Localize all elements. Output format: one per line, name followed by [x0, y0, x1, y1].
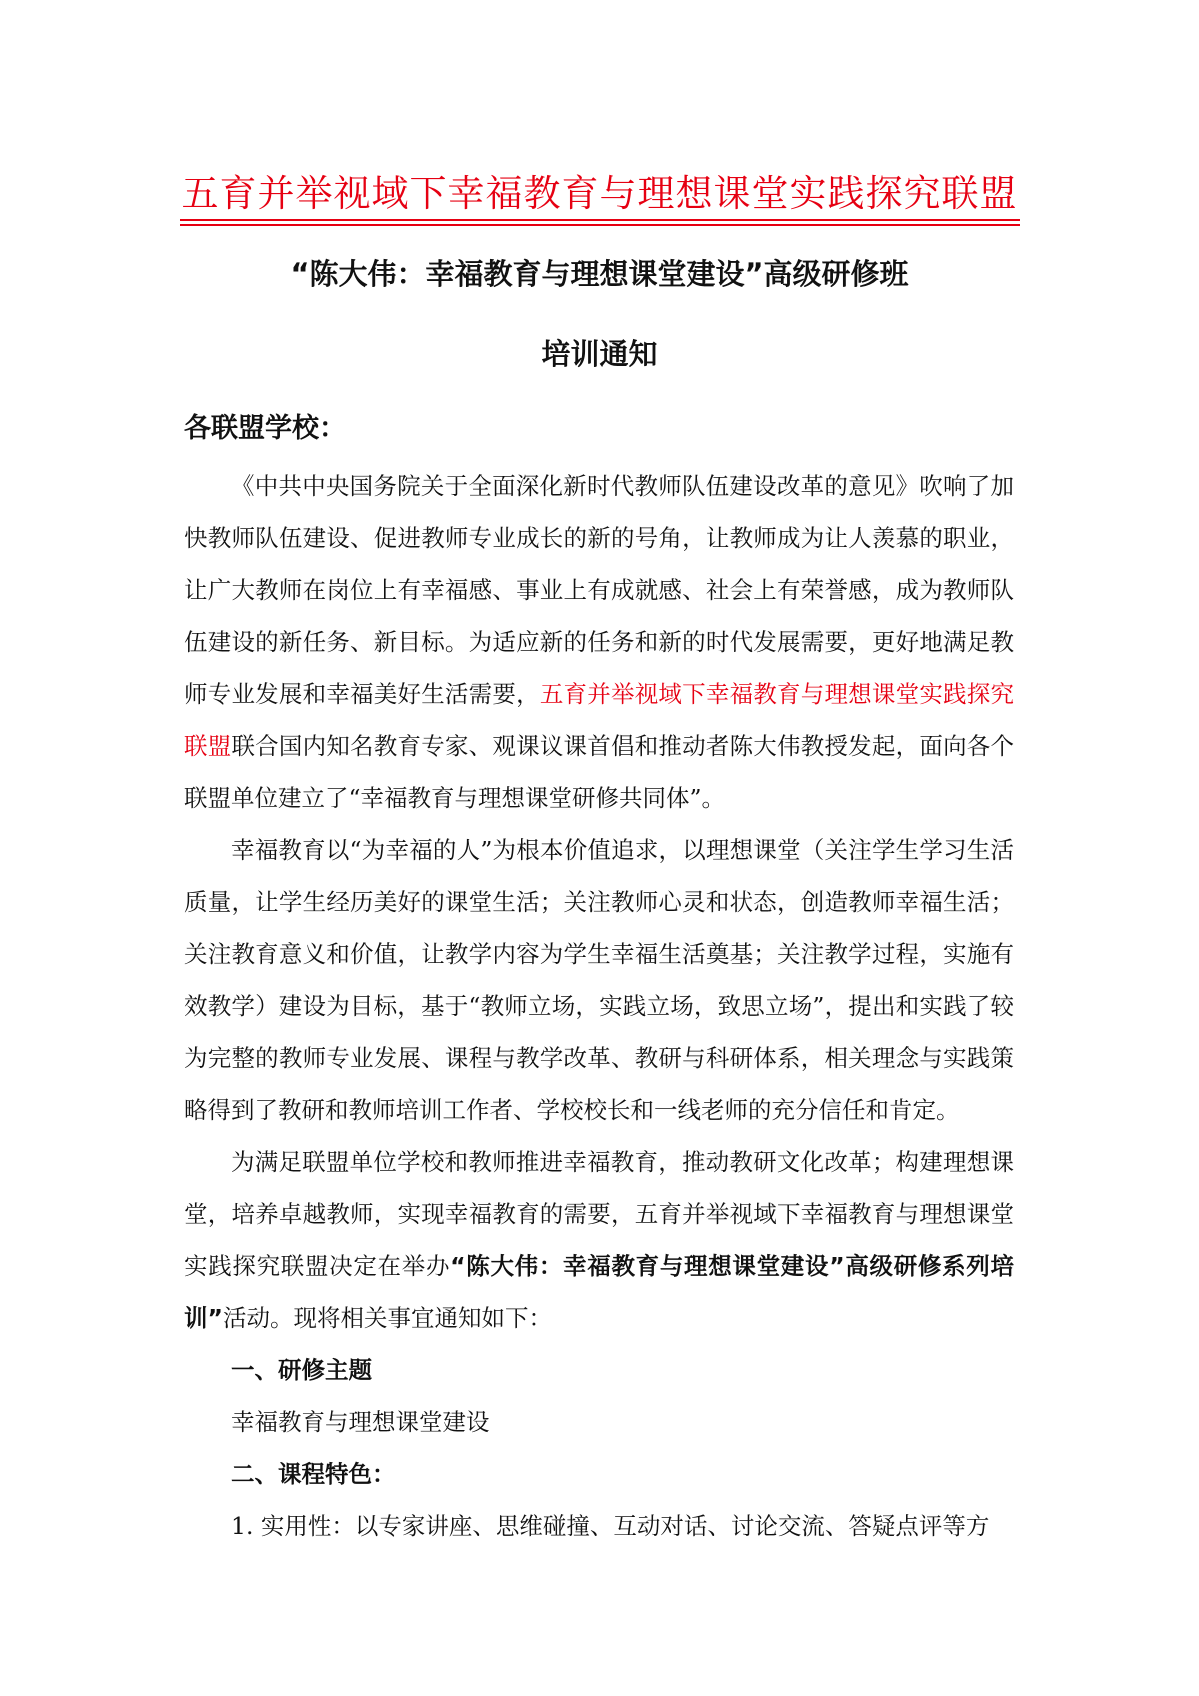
notice-title: 培训通知	[541, 337, 658, 371]
paragraph-3	[184, 1136, 1014, 1344]
seminar-subtitle: “陈大伟：幸福教育与理想课堂建设”高级研修班	[290, 257, 909, 291]
paragraph-1	[184, 460, 1014, 824]
section-1-text: 幸福教育与理想课堂建设	[231, 1408, 490, 1436]
salutation: 各联盟学校：	[184, 413, 346, 444]
notice-body	[184, 404, 1014, 1552]
paragraph-1-text-b: 联合国内知名教育专家、观课议课首倡和推动者陈大伟教授发起，面向各个联盟单位建立了“幸福教育与理想课堂研修共同体”。	[184, 732, 1015, 812]
paragraph-1-alliance-highlight: 五育并举视域下幸福教育与理想课堂实践探究联盟	[184, 680, 1015, 760]
section-2-heading: 二、课程特色：	[231, 1460, 396, 1488]
alliance-title-text: 五育并举视域下幸福教育与理想课堂实践探究联盟	[180, 168, 1020, 220]
paragraph-3-seminar-name: “陈大伟：幸福教育与理想课堂建设”高级研修系列培训”	[184, 1252, 1015, 1332]
section-1-heading: 一、研修主题	[231, 1356, 372, 1384]
alliance-title	[0, 168, 1199, 220]
section-2-item-1: 1. 实用性：以专家讲座、思维碰撞、互动对话、讨论交流、答疑点评等方	[231, 1512, 990, 1540]
paragraph-3-text-a: 为满足联盟单位学校和教师推进幸福教育，推动教研文化改革；构建理想课堂，培养卓越教师，实现幸福教育的需要，五育并举视域下幸福教育与理想课堂实践探究联盟决定在举办	[184, 1148, 1014, 1280]
paragraph-3-text-b: 活动。现将相关事宜通知如下：	[222, 1304, 552, 1332]
paragraph-1-text-a: 《中共中央国务院关于全面深化新时代教师队伍建设改革的意见》吹响了加快教师队伍建设、促进教师专业成长的新的号角，让教师成为让人羡慕的职业，让广大教师在岗位上有幸福感、事业上有成就感、社会上有荣誉感，成为教师队伍建设的新任务、新目标。为适应新的任务和新的时代发展需要，更好地满足教师专业发展和幸福美好生活需要，	[184, 472, 1014, 708]
paragraph-2: 幸福教育以“为幸福的人”为根本价值追求，以理想课堂（关注学生学习生活质量，让学生经历美好的课堂生活；关注教师心灵和状态，创造教师幸福生活；关注教育意义和价值，让教学内容为学生幸福生活奠基；关注教学过程，实施有效教学）建设为目标，基于“教师立场，实践立场，致思立场”，提出和实践了较为完整的教师专业发展、课程与教学改革、教研与科研体系，相关理念与实践策略得到了教研和教师培训工作者、学校校长和一线老师的充分信任和肯定。	[184, 836, 1014, 1124]
